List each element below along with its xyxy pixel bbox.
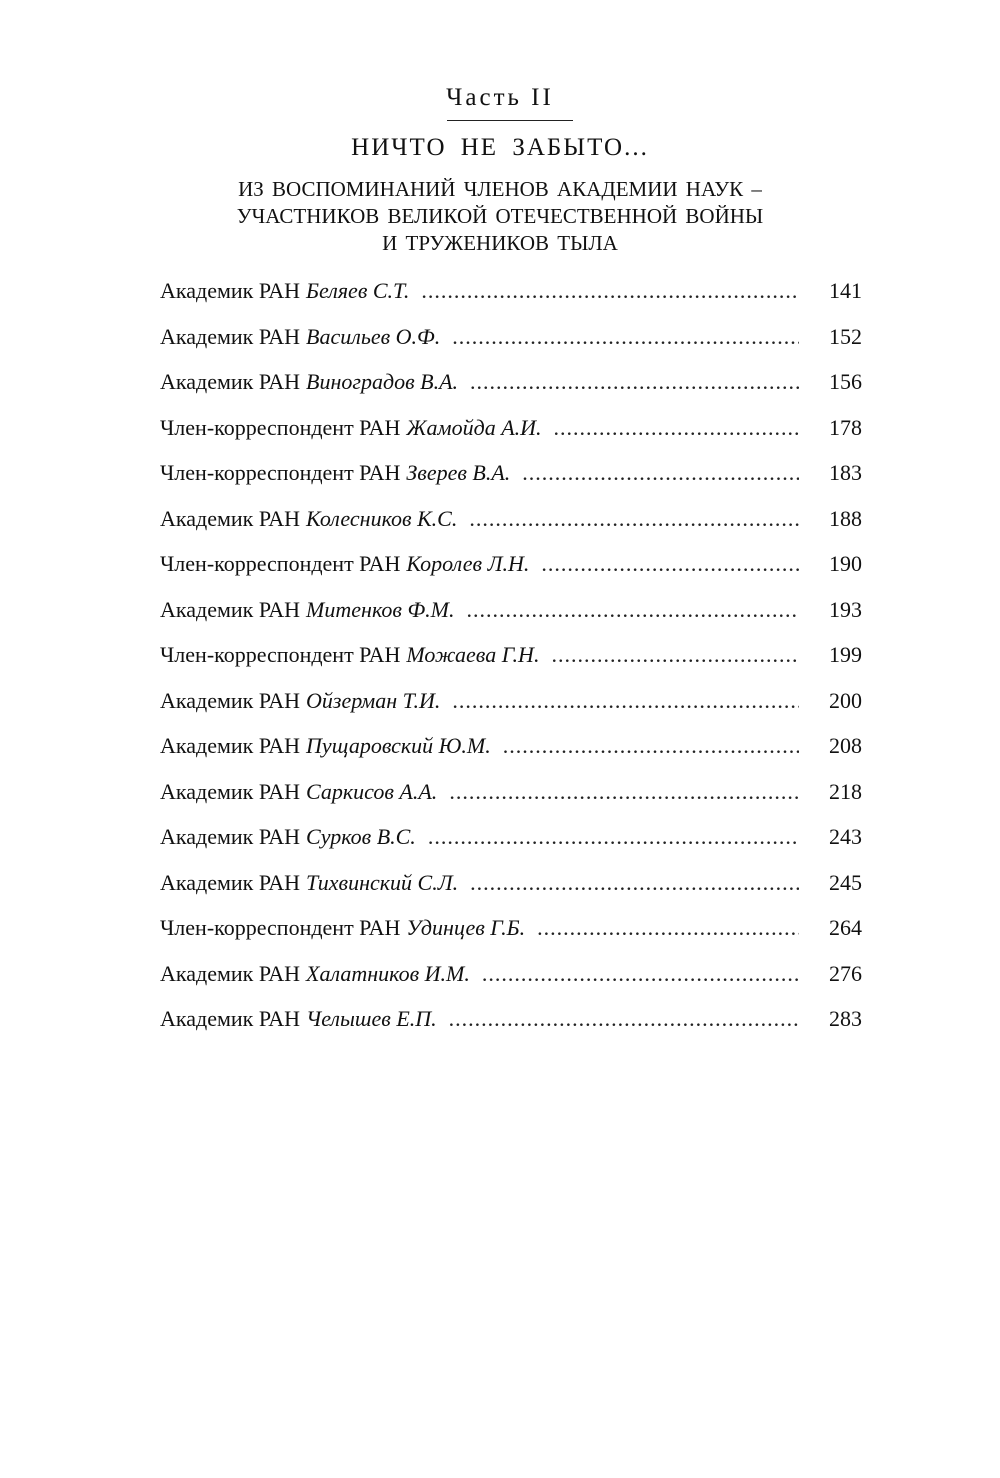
toc-entry-author: Пущаровский Ю.М. xyxy=(306,733,491,758)
section-title: НИЧТО НЕ ЗАБЫТО... xyxy=(351,134,649,161)
toc-entry[interactable] xyxy=(160,268,862,314)
toc-entry[interactable] xyxy=(160,769,862,815)
toc-entry-author: Королев Л.Н. xyxy=(406,551,530,576)
toc-entry-page: 200 xyxy=(829,687,862,713)
toc-entry-author: Васильев О.Ф. xyxy=(306,323,441,349)
leader-dots xyxy=(469,496,799,542)
leader-dots xyxy=(428,814,799,860)
toc-entry-author: Ойзерман Т.И. xyxy=(306,687,441,713)
leader-dots xyxy=(466,587,799,633)
leader-dots xyxy=(452,314,799,360)
section-subtitle xyxy=(0,176,1000,257)
toc-entry[interactable] xyxy=(160,814,862,860)
leader-dots xyxy=(482,951,799,997)
table-of-contents xyxy=(160,268,862,1042)
toc-entry-rank: Академик РАН xyxy=(160,278,301,303)
toc-entry-page: 283 xyxy=(829,1006,862,1031)
toc-entry[interactable] xyxy=(160,541,862,587)
toc-entry-author: Тихвинский С.Л. xyxy=(306,869,459,895)
toc-entry-rank: Академик РАН xyxy=(160,960,301,986)
subtitle-line: ИЗ ВОСПОМИНАНИЙ ЧЛЕНОВ АКАДЕМИИ НАУК – xyxy=(238,177,762,201)
toc-entry[interactable] xyxy=(160,723,862,769)
toc-entry-rank: Член-корреспондент РАН xyxy=(160,460,401,485)
toc-entry-rank: Член-корреспондент РАН xyxy=(160,642,401,667)
toc-entry-rank: Член-корреспондент РАН xyxy=(160,414,401,440)
toc-entry-page: 188 xyxy=(829,505,862,531)
subtitle-line: И ТРУЖЕНИКОВ ТЫЛА xyxy=(382,231,618,255)
toc-entry[interactable] xyxy=(160,587,862,633)
toc-entry-rank: Академик РАН xyxy=(160,687,301,713)
toc-entry[interactable] xyxy=(160,678,862,724)
toc-entry[interactable] xyxy=(160,905,862,951)
toc-entry-page: 141 xyxy=(829,278,862,303)
leader-dots xyxy=(449,996,799,1042)
toc-entry-author: Сурков В.С. xyxy=(306,824,416,849)
leader-dots xyxy=(541,541,799,587)
leader-dots xyxy=(554,405,799,451)
toc-entry[interactable] xyxy=(160,405,862,451)
toc-entry-author: Беляев С.Т. xyxy=(306,278,410,303)
toc-entry-rank: Академик РАН xyxy=(160,1006,301,1031)
leader-dots xyxy=(470,359,799,405)
subtitle-line: УЧАСТНИКОВ ВЕЛИКОЙ ОТЕЧЕСТВЕННОЙ ВОЙНЫ xyxy=(236,204,764,228)
toc-entry-author: Зверев В.А. xyxy=(406,460,511,485)
leader-dots xyxy=(470,860,799,906)
toc-entry-rank: Академик РАН xyxy=(160,869,301,895)
leader-dots xyxy=(503,723,799,769)
toc-entry-rank: Академик РАН xyxy=(160,369,301,394)
toc-entry-rank: Член-корреспондент РАН xyxy=(160,915,401,940)
toc-entry-author: Удинцев Г.Б. xyxy=(406,915,526,940)
toc-entry[interactable] xyxy=(160,951,862,997)
toc-entry-author: Жамойда А.И. xyxy=(406,414,542,440)
toc-entry-rank: Академик РАН xyxy=(160,323,301,349)
toc-entry-author: Саркисов А.А. xyxy=(306,778,438,804)
leader-dots xyxy=(537,905,799,951)
toc-entry-page: 193 xyxy=(829,596,862,622)
leader-dots xyxy=(449,769,799,815)
toc-entry[interactable] xyxy=(160,450,862,496)
toc-entry[interactable] xyxy=(160,632,862,678)
toc-entry[interactable] xyxy=(160,496,862,542)
toc-entry-author: Колесников К.С. xyxy=(306,505,458,531)
part-underline xyxy=(447,120,573,121)
toc-entry-rank: Академик РАН xyxy=(160,733,301,758)
toc-entry-rank: Академик РАН xyxy=(160,505,301,531)
toc-entry-rank: Академик РАН xyxy=(160,596,301,622)
toc-entry[interactable] xyxy=(160,860,862,906)
toc-entry-page: 152 xyxy=(829,323,862,349)
toc-entry-page: 199 xyxy=(829,642,862,667)
toc-entry-page: 218 xyxy=(829,778,862,804)
toc-entry-rank: Академик РАН xyxy=(160,824,301,849)
toc-entry-page: 243 xyxy=(829,824,862,849)
toc-entry-page: 208 xyxy=(829,733,862,758)
toc-entry-author: Можаева Г.Н. xyxy=(406,642,540,667)
toc-entry-author: Митенков Ф.М. xyxy=(306,596,455,622)
toc-entry-page: 190 xyxy=(829,551,862,576)
leader-dots xyxy=(452,678,799,724)
toc-entry-author: Халатников И.М. xyxy=(306,960,470,986)
toc-entry-page: 156 xyxy=(829,369,862,394)
leader-dots xyxy=(421,268,799,314)
part-heading: Часть II xyxy=(446,84,554,111)
toc-entry[interactable] xyxy=(160,359,862,405)
toc-entry[interactable] xyxy=(160,314,862,360)
leader-dots xyxy=(551,632,799,678)
toc-entry[interactable] xyxy=(160,996,862,1042)
leader-dots xyxy=(522,450,799,496)
toc-entry-page: 178 xyxy=(829,414,862,440)
toc-entry-author: Виноградов В.А. xyxy=(306,369,459,394)
toc-entry-page: 276 xyxy=(829,960,862,986)
toc-entry-author: Челышев Е.П. xyxy=(306,1006,437,1031)
toc-entry-rank: Академик РАН xyxy=(160,778,301,804)
toc-entry-rank: Член-корреспондент РАН xyxy=(160,551,401,576)
toc-entry-page: 183 xyxy=(829,460,862,485)
toc-entry-page: 245 xyxy=(829,869,862,895)
toc-entry-page: 264 xyxy=(829,915,862,940)
